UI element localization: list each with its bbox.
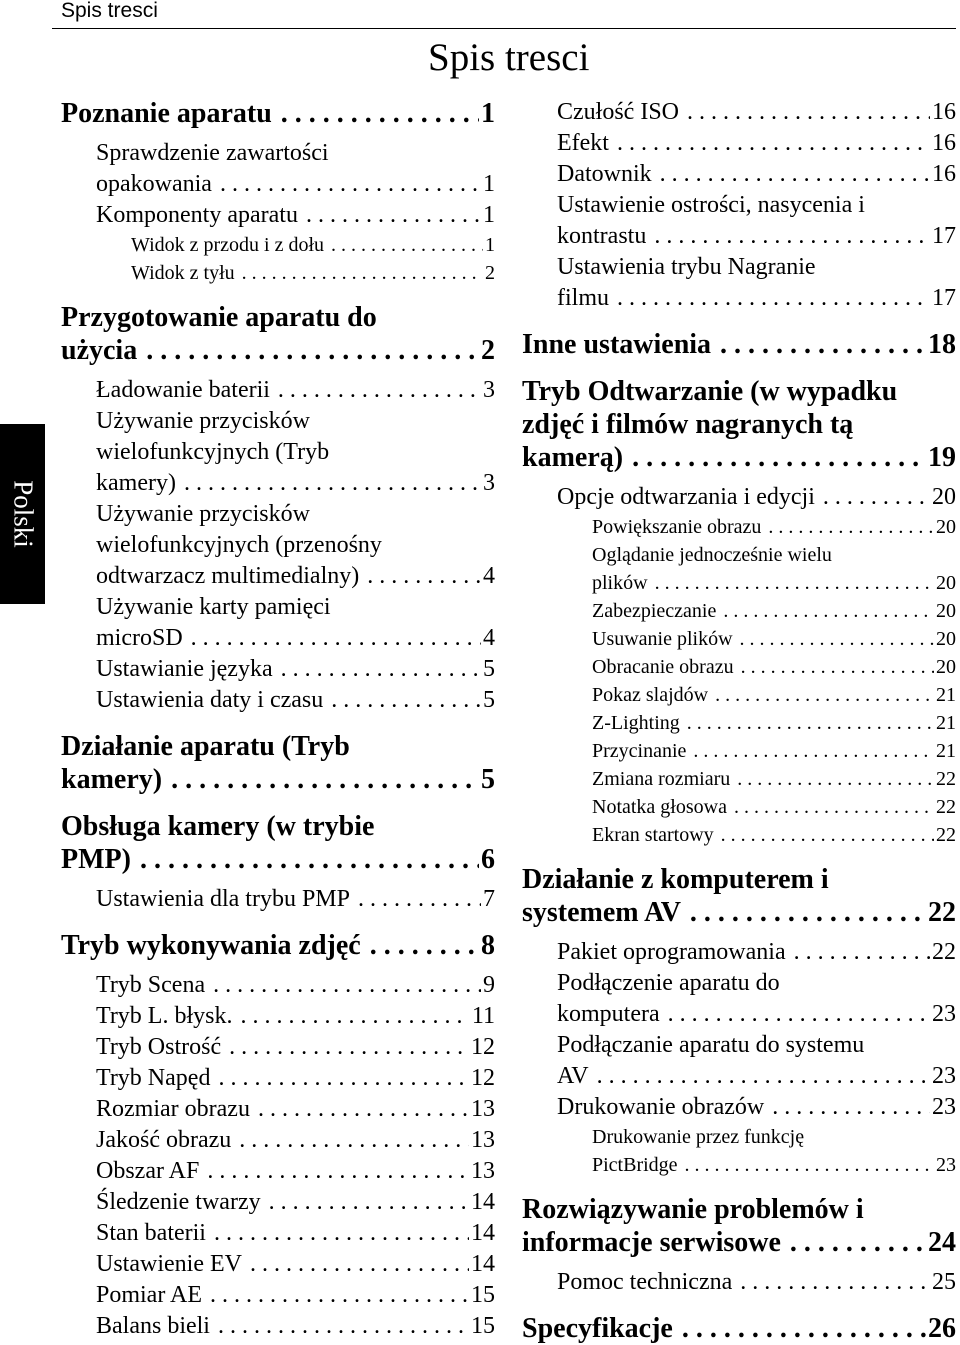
- toc-entry-title: kamerą): [522, 442, 624, 473]
- toc-entry[interactable]: [61, 685, 495, 716]
- toc-entry-page: 20: [934, 625, 956, 653]
- toc-entry-page: 23: [930, 1061, 956, 1092]
- toc-entry-title: systemem AV: [522, 897, 681, 928]
- toc-entry-title: Usuwanie plików: [592, 628, 733, 650]
- toc-entry-title: opakowania: [96, 171, 212, 197]
- toc-entry-page: 5: [481, 764, 495, 795]
- toc-entry-page: 11: [470, 1001, 495, 1032]
- toc-entry-page: 22: [934, 765, 956, 793]
- toc-entry[interactable]: [522, 441, 956, 474]
- toc-entry[interactable]: [61, 929, 495, 962]
- toc-entry-page: 4: [481, 561, 495, 592]
- toc-entry[interactable]: [61, 592, 495, 623]
- toc-entry[interactable]: [61, 1156, 495, 1187]
- toc-entry[interactable]: [61, 654, 495, 685]
- section-gap: [522, 314, 956, 328]
- toc-entry-title: Działanie z komputerem i: [522, 864, 829, 895]
- section-gap: [61, 876, 495, 884]
- toc-entry[interactable]: [522, 968, 956, 999]
- toc-entry-title: Drukowanie przez funkcję: [592, 1126, 805, 1148]
- toc-entry[interactable]: [522, 999, 956, 1030]
- section-gap: [522, 361, 956, 375]
- toc-entry-title: komputera: [557, 1001, 660, 1027]
- toc-entry[interactable]: [522, 896, 956, 929]
- toc-entry-title: Notatka głosowa: [592, 796, 727, 818]
- toc-entry-title: kamery): [96, 470, 176, 496]
- toc-entry-title: Podłączanie aparatu do systemu: [557, 1032, 865, 1058]
- toc-entry-title: AV: [557, 1063, 589, 1089]
- toc-entry-title: Poznanie aparatu: [61, 98, 272, 129]
- toc-entry-page: 12: [469, 1032, 495, 1063]
- toc-entry-page: 6: [481, 844, 495, 875]
- toc-entry-title: microSD: [96, 625, 183, 651]
- toc-entry[interactable]: [522, 737, 956, 765]
- toc-entry[interactable]: [61, 1249, 495, 1280]
- toc-entry[interactable]: [61, 1311, 495, 1342]
- toc-entry[interactable]: [61, 1094, 495, 1125]
- toc-entry-page: 17: [930, 221, 956, 252]
- toc-entry-title: kamery): [61, 764, 163, 795]
- section-gap: [61, 130, 495, 138]
- toc-entry-title: Obracanie obrazu: [592, 656, 734, 678]
- toc-entry[interactable]: [522, 709, 956, 737]
- toc-entry[interactable]: [61, 561, 495, 592]
- toc-entry-page: 20: [934, 513, 956, 541]
- toc-entry-page: 5: [481, 654, 495, 685]
- toc-entry-page: 23: [930, 1092, 956, 1123]
- toc-entry-page: 1: [481, 98, 495, 129]
- toc-entry[interactable]: [522, 625, 956, 653]
- toc-entry[interactable]: [522, 653, 956, 681]
- toc-entry-title: Datownik: [557, 161, 652, 187]
- toc-entry-page: 7: [481, 884, 495, 915]
- toc-left-column: [61, 97, 495, 1342]
- toc-entry-title: Działanie aparatu (Tryb: [61, 731, 350, 762]
- toc-entry-title: Tryb Scena: [96, 972, 206, 998]
- toc-entry[interactable]: [522, 863, 956, 896]
- toc-entry-title: Przycinanie: [592, 740, 687, 762]
- toc-entry[interactable]: [61, 730, 495, 763]
- toc-entry-title: Przygotowanie aparatu do: [61, 302, 377, 333]
- toc-entry-title: Używanie przycisków: [96, 501, 310, 527]
- toc-entry[interactable]: [61, 884, 495, 915]
- toc-entry[interactable]: [61, 810, 495, 843]
- toc-entry-page: 1: [481, 200, 495, 231]
- section-gap: [522, 1298, 956, 1312]
- toc-entry[interactable]: [522, 1193, 956, 1226]
- language-tab: [0, 424, 45, 604]
- running-header: Spis tresci: [61, 0, 158, 22]
- toc-entry[interactable]: [61, 301, 495, 334]
- toc-entry-title: kontrastu: [557, 223, 647, 249]
- toc-entry[interactable]: [522, 283, 956, 314]
- toc-entry-page: 20: [930, 482, 956, 513]
- toc-entry[interactable]: [522, 1030, 956, 1061]
- toc-entry-page: 2: [483, 259, 495, 287]
- toc-entry-page: 22: [934, 821, 956, 849]
- toc-entry-title: PictBridge: [592, 1154, 678, 1176]
- toc-entry-title: Używanie przycisków: [96, 408, 310, 434]
- section-gap: [522, 474, 956, 482]
- toc-entry-page: 1: [481, 169, 495, 200]
- section-gap: [61, 962, 495, 970]
- toc-right-column: [522, 97, 956, 1345]
- toc-entry-page: 16: [930, 97, 956, 128]
- toc-entry-title: Powiększanie obrazu: [592, 516, 762, 538]
- toc-entry-page: 25: [930, 1267, 956, 1298]
- toc-entry[interactable]: [61, 406, 495, 437]
- toc-entry[interactable]: [522, 513, 956, 541]
- toc-entry-title: Jakość obrazu: [96, 1127, 232, 1153]
- toc-entry[interactable]: [522, 793, 956, 821]
- toc-entry-title: Tryb wykonywania zdjęć: [61, 930, 361, 961]
- toc-entry-page: 14: [469, 1218, 495, 1249]
- toc-entry-title: Drukowanie obrazów: [557, 1094, 765, 1120]
- toc-entry[interactable]: [61, 1187, 495, 1218]
- toc-entry-title: Opcje odtwarzania i edycji: [557, 484, 815, 510]
- toc-entry[interactable]: [61, 1032, 495, 1063]
- toc-entry-page: 20: [934, 569, 956, 597]
- toc-entry-page: 21: [934, 709, 956, 737]
- toc-entry[interactable]: [61, 843, 495, 876]
- toc-entry[interactable]: [61, 259, 495, 287]
- toc-entry-page: 22: [934, 793, 956, 821]
- toc-entry[interactable]: [61, 623, 495, 654]
- section-gap: [522, 849, 956, 863]
- section-gap: [61, 716, 495, 730]
- toc-entry[interactable]: [522, 821, 956, 849]
- section-gap: [522, 1179, 956, 1193]
- toc-entry-page: 3: [481, 468, 495, 499]
- toc-entry[interactable]: [522, 1267, 956, 1298]
- toc-entry[interactable]: [61, 334, 495, 367]
- toc-entry-page: 9: [481, 970, 495, 1001]
- toc-entry-title: Czułość ISO: [557, 99, 679, 125]
- toc-entry-title: Używanie karty pamięci: [96, 594, 331, 620]
- toc-entry[interactable]: [61, 200, 495, 231]
- toc-entry[interactable]: [61, 231, 495, 259]
- toc-entry-page: 23: [930, 999, 956, 1030]
- toc-entry-title: Stan baterii: [96, 1220, 206, 1246]
- toc-entry[interactable]: [61, 763, 495, 796]
- toc-entry-title: Tryb L. błysk.: [96, 1003, 233, 1029]
- toc-entry-title: Ustawienie EV: [96, 1251, 242, 1277]
- toc-entry[interactable]: [522, 597, 956, 625]
- toc-entry-title: Ustawienie ostrości, nasycenia i: [557, 192, 865, 218]
- toc-entry-page: 15: [469, 1311, 495, 1342]
- section-gap: [61, 796, 495, 810]
- toc-entry[interactable]: [522, 221, 956, 252]
- toc-entry-title: Śledzenie twarzy: [96, 1189, 261, 1215]
- toc-entry-page: 15: [469, 1280, 495, 1311]
- toc-entry-title: Pomiar AE: [96, 1282, 202, 1308]
- toc-entry[interactable]: [61, 169, 495, 200]
- toc-entry[interactable]: [522, 408, 956, 441]
- toc-entry-title: Inne ustawienia: [522, 329, 712, 360]
- toc-entry-page: 13: [469, 1094, 495, 1125]
- toc-entry-title: Komponenty aparatu: [96, 202, 298, 228]
- toc-entry-page: 21: [934, 681, 956, 709]
- toc-entry-title: Sprawdzenie zawartości: [96, 140, 329, 166]
- toc-entry-page: 21: [934, 737, 956, 765]
- toc-entry-title: Z-Lighting: [592, 712, 680, 734]
- toc-entry-page: 13: [469, 1156, 495, 1187]
- toc-entry-page: 3: [481, 375, 495, 406]
- toc-entry-title: Ustawienia dla trybu PMP: [96, 886, 350, 912]
- toc-entry-page: 2: [481, 335, 495, 366]
- toc-entry[interactable]: [522, 1151, 956, 1179]
- toc-entry-title: Specyfikacje: [522, 1313, 673, 1344]
- toc-entry-title: odtwarzacz multimedialny): [96, 563, 360, 589]
- toc-entry[interactable]: [61, 530, 495, 561]
- toc-entry-page: 20: [934, 597, 956, 625]
- toc-entry[interactable]: [61, 1280, 495, 1311]
- toc-entry[interactable]: [61, 1001, 495, 1032]
- toc-entry-page: 17: [930, 283, 956, 314]
- toc-entry-page: 4: [481, 623, 495, 654]
- toc-entry-title: Rozmiar obrazu: [96, 1096, 250, 1122]
- toc-entry-page: 16: [930, 159, 956, 190]
- toc-entry[interactable]: [522, 190, 956, 221]
- toc-entry[interactable]: [522, 541, 956, 569]
- toc-entry[interactable]: [522, 328, 956, 361]
- toc-entry-page: 5: [481, 685, 495, 716]
- header-rule: [52, 28, 956, 29]
- toc-entry-title: Oglądanie jednocześnie wielu: [592, 544, 832, 566]
- toc-entry-title: Tryb Napęd: [96, 1065, 211, 1091]
- toc-entry[interactable]: [522, 1312, 956, 1345]
- toc-entry[interactable]: [522, 681, 956, 709]
- toc-entry-page: 23: [934, 1151, 956, 1179]
- toc-entry-page: 22: [930, 937, 956, 968]
- toc-entry[interactable]: [522, 252, 956, 283]
- toc-entry[interactable]: [522, 97, 956, 128]
- toc-entry-title: wielofunkcyjnych (przenośny: [96, 532, 382, 558]
- toc-entry-title: Pokaz slajdów: [592, 684, 709, 706]
- toc-entry-title: Widok z tyłu: [131, 262, 235, 284]
- section-gap: [61, 915, 495, 929]
- toc-entry[interactable]: [522, 128, 956, 159]
- toc-entry[interactable]: [61, 1063, 495, 1094]
- section-gap: [61, 367, 495, 375]
- toc-entry-page: 8: [481, 930, 495, 961]
- toc-entry-title: Podłączenie aparatu do: [557, 970, 780, 996]
- toc-entry-page: 26: [928, 1313, 956, 1344]
- toc-entry-title: Ustawianie języka: [96, 656, 273, 682]
- section-gap: [522, 929, 956, 937]
- toc-entry-title: Ustawienia trybu Nagranie: [557, 254, 816, 280]
- toc-entry-page: 1: [483, 231, 495, 259]
- toc-entry-page: 22: [928, 897, 956, 928]
- toc-entry-title: Pomoc techniczna: [557, 1269, 733, 1295]
- section-gap: [522, 1259, 956, 1267]
- toc-entry-title: Widok z przodu i z dołu: [131, 234, 325, 256]
- toc-entry-title: wielofunkcyjnych (Tryb: [96, 439, 330, 465]
- toc-entry-title: Balans bieli: [96, 1313, 210, 1339]
- toc-entry[interactable]: [61, 375, 495, 406]
- toc-entry-page: 16: [930, 128, 956, 159]
- section-gap: [61, 287, 495, 301]
- toc-entry-page: 19: [928, 442, 956, 473]
- toc-entry[interactable]: [522, 1061, 956, 1092]
- toc-entry-title: zdjęć i filmów nagranych tą: [522, 409, 854, 440]
- toc-entry-title: Tryb Ostrość: [96, 1034, 222, 1060]
- language-tab-label: Polski: [8, 480, 38, 548]
- toc-entry[interactable]: [61, 1125, 495, 1156]
- toc-entry-title: użycia: [61, 335, 138, 366]
- toc-entry-title: Obszar AF: [96, 1158, 200, 1184]
- toc-entry-title: Tryb Odtwarzanie (w wypadku: [522, 376, 898, 407]
- toc-entry[interactable]: [522, 765, 956, 793]
- toc-entry[interactable]: [522, 482, 956, 513]
- toc-entry[interactable]: [61, 97, 495, 130]
- toc-entry[interactable]: [61, 468, 495, 499]
- toc-entry-page: 13: [469, 1125, 495, 1156]
- toc-entry-title: Obsługa kamery (w trybie: [61, 811, 375, 842]
- toc-entry-title: informacje serwisowe: [522, 1227, 781, 1258]
- toc-entry-page: 18: [928, 329, 956, 360]
- toc-entry-title: Zmiana rozmiaru: [592, 768, 731, 790]
- toc-entry-title: Ustawienia daty i czasu: [96, 687, 324, 713]
- toc-entry[interactable]: [522, 1123, 956, 1151]
- page-title: Spis tresci: [428, 36, 590, 79]
- toc-entry-page: 24: [928, 1227, 956, 1258]
- toc-entry-title: Rozwiązywanie problemów i: [522, 1194, 864, 1225]
- toc-entry[interactable]: [522, 937, 956, 968]
- toc-entry[interactable]: [61, 138, 495, 169]
- toc-entry-title: Ekran startowy: [592, 824, 714, 846]
- toc-entry-title: PMP): [61, 844, 131, 875]
- toc-entry[interactable]: [522, 159, 956, 190]
- toc-entry-page: 12: [469, 1063, 495, 1094]
- toc-entry-title: plików: [592, 572, 648, 594]
- toc-entry-title: Pakiet oprogramowania: [557, 939, 786, 965]
- toc-entry[interactable]: [61, 1218, 495, 1249]
- toc-entry[interactable]: [522, 1092, 956, 1123]
- toc-entry-title: Ładowanie baterii: [96, 377, 270, 403]
- toc-entry[interactable]: [61, 437, 495, 468]
- toc-entry[interactable]: [61, 970, 495, 1001]
- toc-entry-page: 20: [934, 653, 956, 681]
- toc-entry-title: Efekt: [557, 130, 609, 156]
- toc-entry[interactable]: [522, 569, 956, 597]
- toc-entry-title: Zabezpieczanie: [592, 600, 717, 622]
- toc-entry[interactable]: [522, 1226, 956, 1259]
- toc-entry-page: 14: [469, 1187, 495, 1218]
- toc-entry-title: filmu: [557, 285, 609, 311]
- toc-entry[interactable]: [61, 499, 495, 530]
- toc-entry[interactable]: [522, 375, 956, 408]
- toc-entry-page: 14: [469, 1249, 495, 1280]
